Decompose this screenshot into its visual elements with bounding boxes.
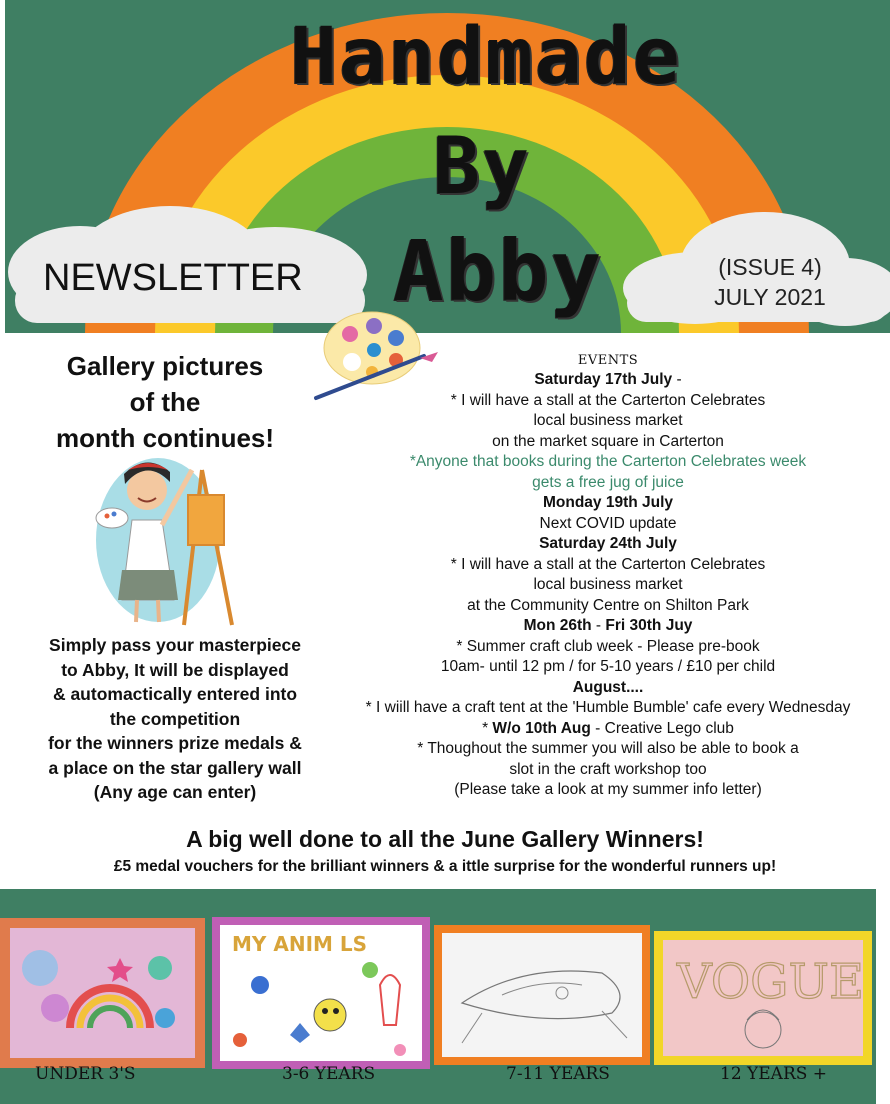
gallery-line: Simply pass your masterpiece <box>49 635 301 655</box>
event-line: local business market <box>533 412 683 429</box>
artwork-my-animals <box>220 925 422 1061</box>
title-handmade: Handmade <box>290 12 682 102</box>
title-abby: Abby <box>393 222 604 320</box>
artwork-vogue-drawing <box>663 940 863 1056</box>
event-line: * I wiill have a craft tent at the 'Humble Bumble' cafe every Wednesday <box>365 699 851 716</box>
event-line: (Please take a look at my summer info letter) <box>454 781 762 798</box>
event-date: Saturday 24th July <box>539 535 677 552</box>
winners-title: A big well done to all the June Gallery Winners! <box>186 826 704 852</box>
event-line: * I will have a stall at the Carterton Celebrates <box>450 555 766 573</box>
age-label-12-plus: 12 YEARS + <box>720 1064 828 1084</box>
issue-label <box>705 252 835 312</box>
event-line: * I will have a stall at the Carterton Celebrates <box>450 391 766 409</box>
gallery-line: & automactically entered into <box>52 684 298 704</box>
event-line: on the market square in Carterton <box>492 432 724 450</box>
event-offer: gets a free jug of juice <box>532 473 684 491</box>
event-line: at the Community Centre on Shilton Park <box>467 596 749 614</box>
event-offer: *Anyone that books during the Carterton Celebrates week <box>409 453 807 470</box>
event-line: 10am- until 12 pm / for 5-10 years / £10 per child <box>440 658 776 675</box>
issue-date: JULY 2021 <box>714 284 826 310</box>
gallery-heading <box>20 348 310 456</box>
artwork-rainbow-painting <box>10 928 195 1058</box>
girl-painter-illustration <box>92 450 242 630</box>
gallery-heading-line: Gallery pictures <box>66 351 264 381</box>
gallery-heading-line: month continues! <box>55 423 275 453</box>
event-line: slot in the craft workshop too <box>509 760 707 778</box>
age-label-under-3: UNDER 3'S <box>35 1064 136 1084</box>
artwork-spaceship-drawing <box>442 933 642 1057</box>
winner-picture-7-11 <box>434 925 650 1065</box>
winner-picture-3-6 <box>212 917 430 1069</box>
gallery-line: (Any age can enter) <box>93 782 257 802</box>
header-banner <box>5 0 890 333</box>
event-line: * W/o 10th Aug - Creative Lego club <box>482 719 734 737</box>
title-by: By <box>433 122 531 212</box>
artwork-caption: MY ANIM LS <box>232 932 368 956</box>
gallery-line: a place on the star gallery wall <box>48 757 302 778</box>
gallery-description <box>15 633 335 805</box>
age-label-7-11: 7-11 YEARS <box>506 1064 610 1084</box>
event-date: Monday 19th July <box>542 494 674 511</box>
winner-picture-12-plus <box>654 931 872 1065</box>
age-label-3-6: 3-6 YEARS <box>282 1064 376 1084</box>
winners-subtitle: £5 medal vouchers for the brilliant winners & a ittle surprise for the wonderful runners up! <box>113 858 777 875</box>
event-date: Saturday 17th July - <box>534 371 682 388</box>
event-line: * Summer craft club week - Please pre-book <box>456 637 760 655</box>
event-line: * Thoughout the summer you will also be able to book a <box>417 740 799 757</box>
event-line: local business market <box>533 576 683 593</box>
winner-picture-under-3 <box>0 918 205 1068</box>
events-heading: EVENTS <box>577 353 639 368</box>
gallery-line: for the winners prize medals & <box>48 733 302 753</box>
gallery-heading-line: of the <box>129 387 201 417</box>
events-list <box>338 352 878 801</box>
event-month: August.... <box>572 678 644 696</box>
event-line: Next COVID update <box>539 514 677 532</box>
newsletter-label: NEWSLETTER <box>43 257 303 299</box>
issue-number: (ISSUE 4) <box>718 254 822 280</box>
artwork-caption: VOGUE <box>677 954 863 1010</box>
gallery-line: the competition <box>109 708 241 729</box>
gallery-line: to Abby, It will be displayed <box>61 659 289 680</box>
event-date: Mon 26th - Fri 30th Juy <box>523 617 693 634</box>
